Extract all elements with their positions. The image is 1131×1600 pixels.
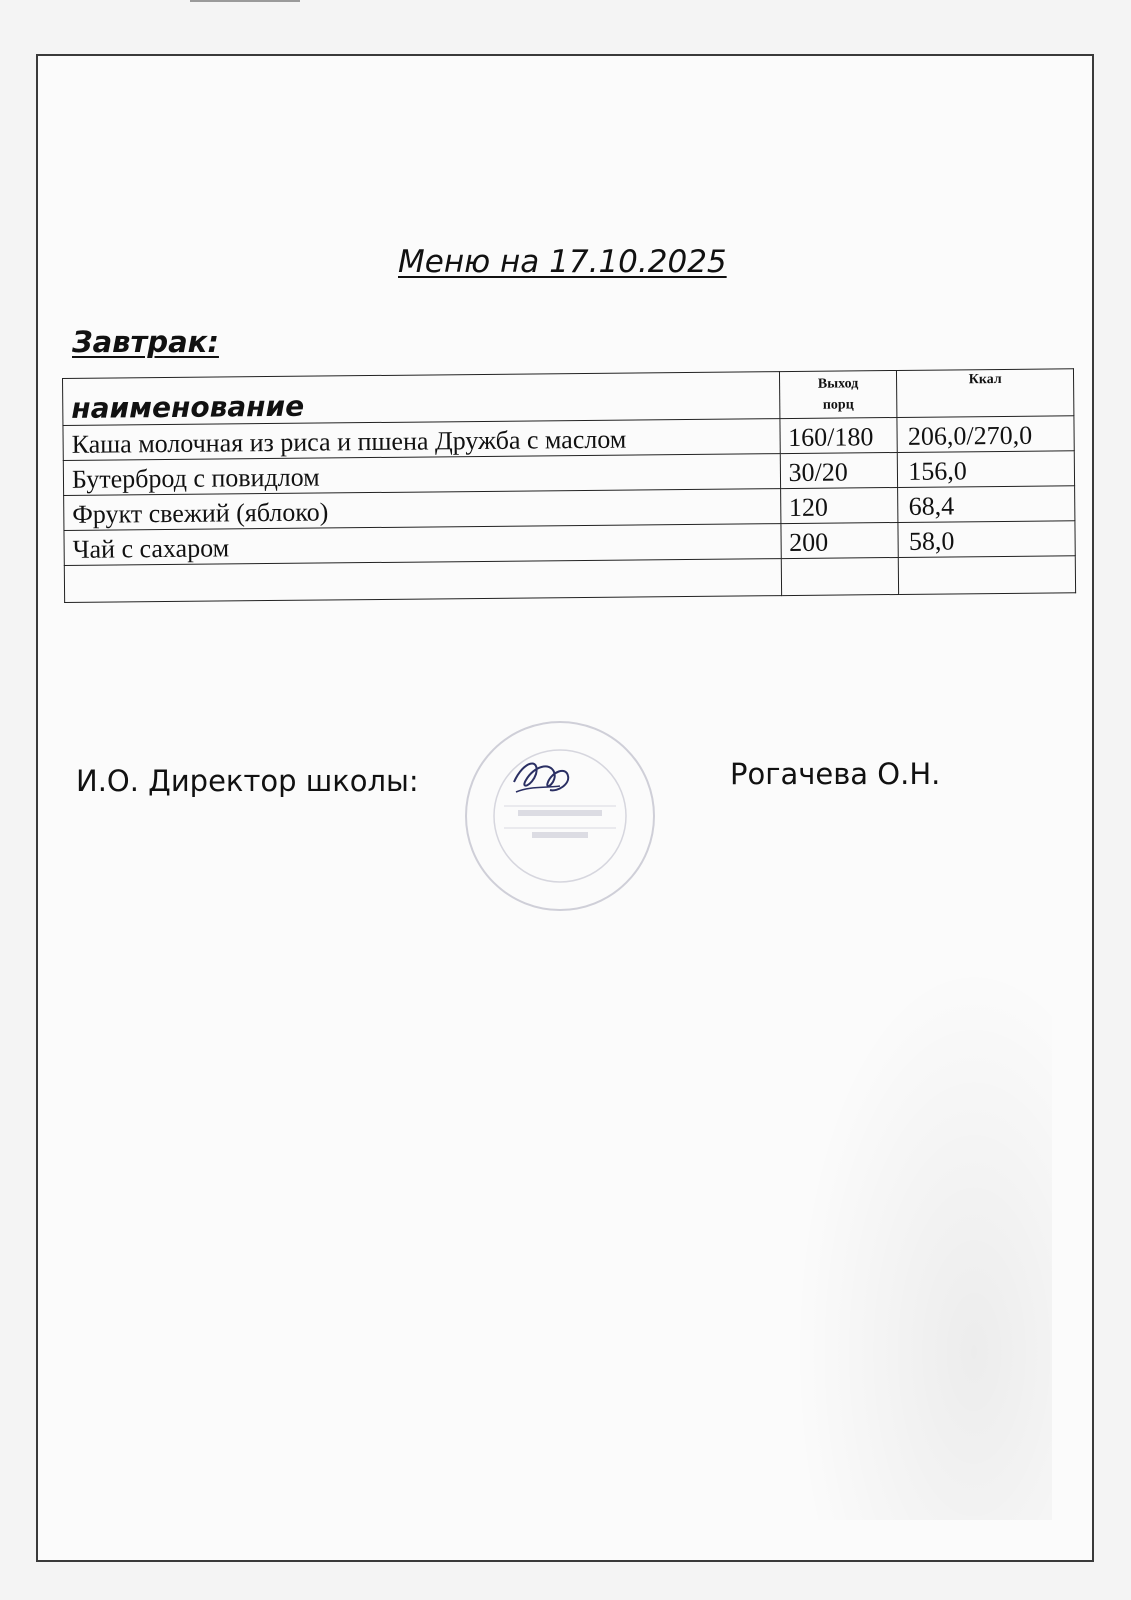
dish-name: [64, 559, 781, 603]
dish-kcal: [899, 556, 1076, 595]
scan-shadow: [792, 960, 1052, 1520]
header-yield: [779, 370, 897, 418]
dish-yield: 200: [781, 522, 899, 558]
signer-name: Рогачева О.Н.: [730, 757, 941, 791]
signer-role: И.О. Директор школы:: [76, 764, 419, 798]
header-yield-line1: Выход: [817, 376, 859, 392]
header-kcal: Ккал: [897, 369, 1074, 418]
dish-kcal: 156,0: [898, 451, 1075, 488]
dish-name: Бутерброд с повидлом: [63, 454, 780, 496]
header-yield-line2: порц: [822, 397, 854, 413]
dish-kcal: 58,0: [898, 521, 1075, 558]
dish-name: Каша молочная из риса и пшена Дружба с маслом: [63, 419, 780, 461]
menu-title: Меню на 17.10.2025: [398, 244, 727, 280]
dish-yield: 120: [780, 487, 898, 523]
page-edge-mark: [190, 0, 300, 2]
dish-kcal: 68,4: [898, 486, 1075, 523]
dish-name: Чай с сахаром: [64, 524, 781, 566]
stamp-seal-icon: [460, 716, 660, 916]
dish-kcal: 206,0/270,0: [897, 416, 1074, 453]
section-heading-breakfast: Завтрак:: [72, 325, 219, 359]
dish-yield: 30/20: [780, 452, 898, 488]
dish-yield: [781, 557, 899, 595]
dish-yield: 160/180: [780, 417, 898, 453]
signature-icon: [510, 752, 580, 802]
dish-name: Фрукт свежий (яблоко): [64, 489, 781, 531]
menu-table: [62, 368, 1076, 603]
header-name: наименование: [63, 372, 780, 426]
